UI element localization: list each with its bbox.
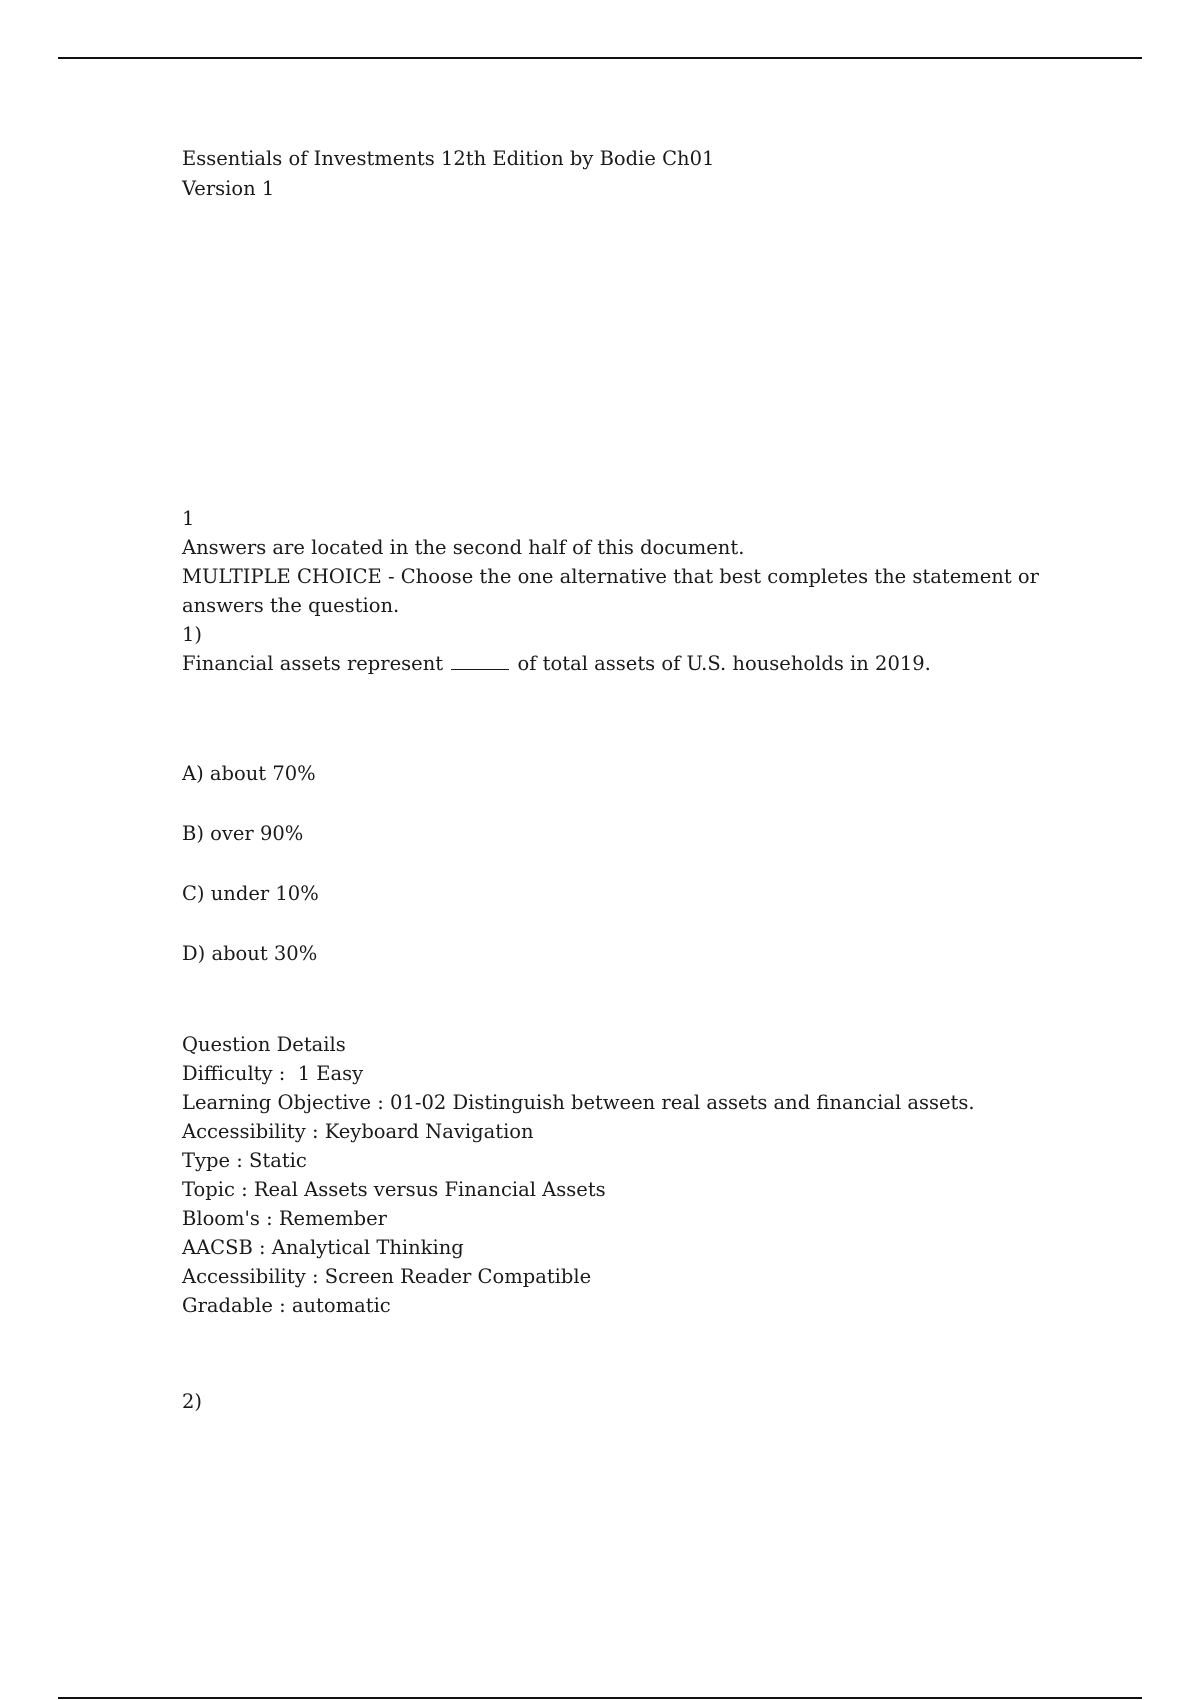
document-page — [182, 144, 1046, 1416]
detail-type: Type : Static — [182, 1149, 307, 1172]
option-a: A) about 70% — [182, 762, 316, 785]
option-d: D) about 30% — [182, 942, 318, 965]
question-details — [182, 1030, 1042, 1320]
instructions-text: MULTIPLE CHOICE - Choose the one alternative that best completes the statement or answers the question. — [182, 565, 1046, 617]
details-heading: Question Details — [182, 1033, 346, 1056]
page-number: 1 — [182, 507, 195, 530]
bottom-rule — [58, 1697, 1142, 1699]
question-number: 1) — [182, 623, 203, 646]
detail-topic: Topic : Real Assets versus Financial Assets — [182, 1178, 606, 1201]
detail-gradable: Gradable : automatic — [182, 1294, 391, 1317]
spacer — [182, 1320, 1042, 1387]
option-b: B) over 90% — [182, 822, 304, 845]
spacer — [182, 678, 1042, 759]
question-stem — [182, 649, 1042, 678]
question-stem-end: of total assets of U.S. households in 2019. — [517, 652, 931, 675]
answer-blank — [451, 651, 509, 670]
detail-accessibility-keyboard: Accessibility : Keyboard Navigation — [182, 1120, 534, 1143]
document-title: Essentials of Investments 12th Edition by Bodie Ch01 — [182, 147, 715, 170]
detail-blooms: Bloom's : Remember — [182, 1207, 387, 1230]
spacer — [182, 968, 1042, 1030]
answer-options — [182, 759, 1042, 968]
spacer — [182, 204, 1042, 504]
document-version: Version 1 — [182, 177, 275, 200]
top-rule — [58, 57, 1142, 59]
detail-learning-objective: Learning Objective : 01-02 Distinguish between real assets and financial assets. — [182, 1091, 975, 1114]
intro-text: Answers are located in the second half of this document. — [182, 536, 745, 559]
detail-aacsb: AACSB : Analytical Thinking — [182, 1236, 464, 1259]
detail-accessibility-screen-reader: Accessibility : Screen Reader Compatible — [182, 1265, 592, 1288]
option-c: C) under 10% — [182, 882, 319, 905]
detail-difficulty: Difficulty : 1 Easy — [182, 1062, 364, 1085]
question-2-number: 2) — [182, 1390, 203, 1413]
question-stem-start: Financial assets represent — [182, 652, 444, 675]
